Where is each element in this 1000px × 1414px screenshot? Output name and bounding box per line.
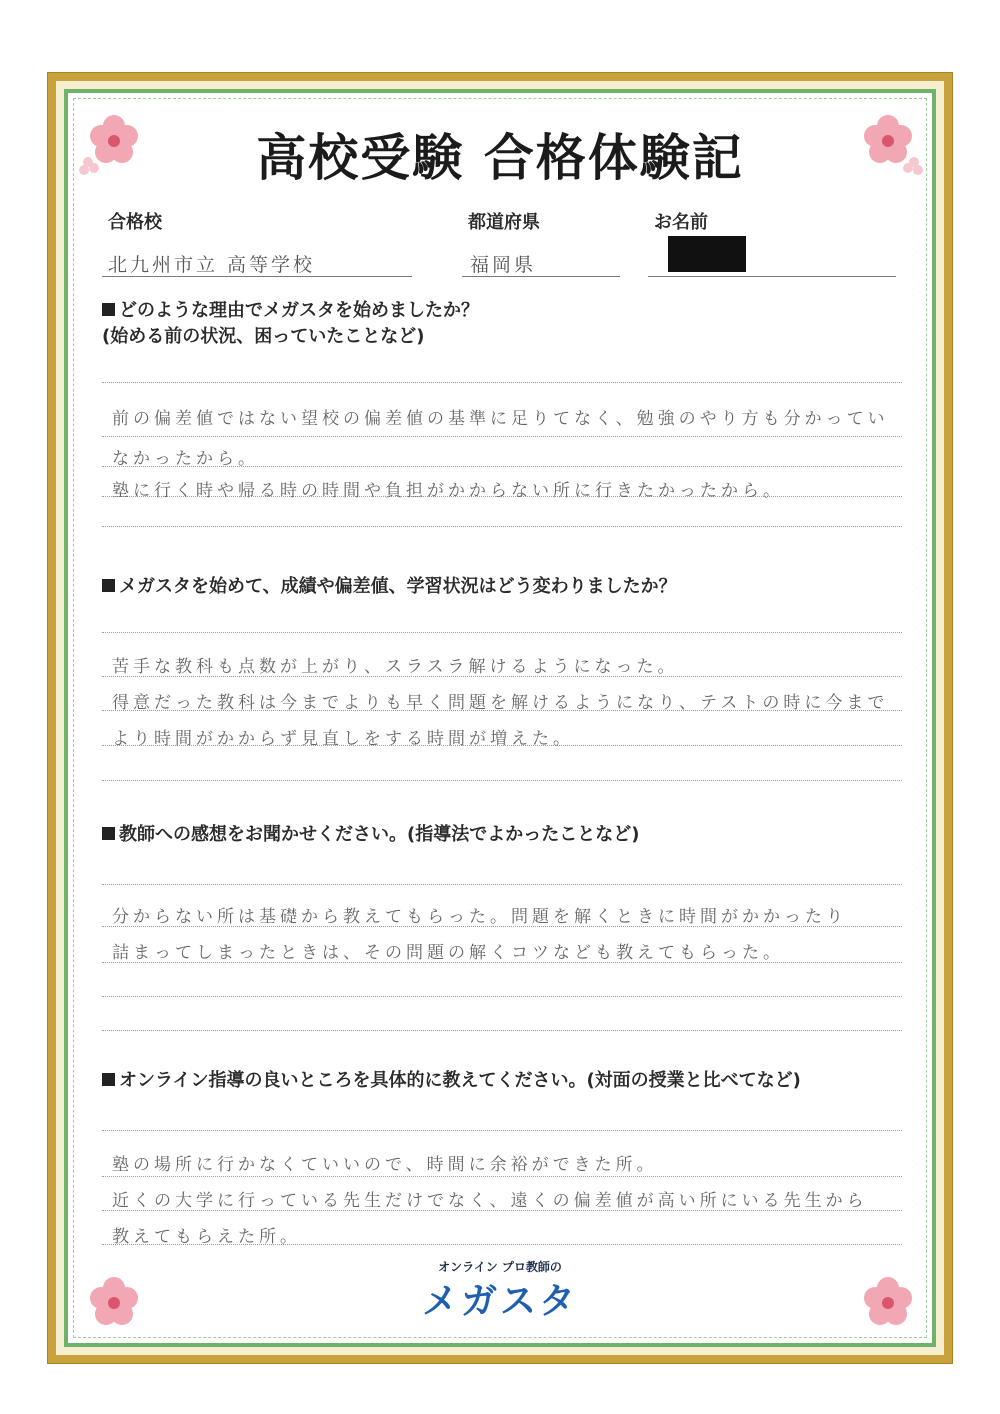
square-bullet-icon: [102, 1073, 115, 1086]
prefecture-underline: [462, 276, 620, 277]
answer-line: [102, 632, 902, 633]
answer-line: [102, 1176, 902, 1177]
school-label: 合格校: [108, 212, 162, 233]
answer-2-line-2: 得意だった教科は今までよりも早く問題を解けるようになり、テストの時に今まで: [112, 693, 889, 713]
question-1-subtext: (始める前の状況、困っていたことなど): [102, 326, 425, 347]
megasta-logo: メガスタ: [421, 1281, 578, 1322]
square-bullet-icon: [102, 303, 115, 316]
page-title: 高校受験 合格体験記: [256, 128, 744, 187]
answer-4-line-2: 近くの大学に行っている先生だけでなく、遠くの偏差値が高い所にいる先生から: [112, 1191, 868, 1211]
answer-line: [102, 1130, 902, 1131]
school-value: 北九州市立 高等学校: [108, 254, 316, 276]
answer-line: [102, 436, 902, 437]
question-2: メガスタを始めて、成績や偏差値、学習状況はどう変わりましたか？: [102, 574, 677, 600]
square-bullet-icon: [102, 827, 115, 840]
answer-2-line-1: 苦手な教科も点数が上がり、スラスラ解けるようになった。: [112, 657, 679, 677]
answer-4-line-3: 教えてもらえた所。: [112, 1227, 301, 1247]
prefecture-value: 福岡県: [470, 254, 537, 276]
answer-line: [102, 382, 902, 383]
prefecture-label: 都道府県: [468, 212, 540, 233]
question-1: どのような理由でメガスタを始めましたか？: [102, 298, 479, 324]
logo-tagline: オンライン プロ教師の: [438, 1260, 562, 1274]
school-underline: [102, 276, 412, 277]
name-label: お名前: [654, 212, 708, 233]
answer-line: [102, 996, 902, 997]
redacted-name: [668, 236, 746, 272]
answer-2-line-3: より時間がかからず見直しをする時間が増えた。: [112, 729, 574, 749]
question-4: オンライン指導の良いところを具体的に教えてください。(対面の授業と比べてなど): [102, 1068, 801, 1094]
answer-line: [102, 1030, 902, 1031]
answer-3-line-1: 分からない所は基礎から教えてもらった。問題を解くときに時間がかかったり: [112, 907, 847, 927]
answer-line: [102, 526, 902, 527]
answer-4-line-1: 塾の場所に行かなくていいので、時間に余裕ができた所。: [112, 1155, 658, 1175]
answer-1-line-2: なかったから。: [112, 449, 259, 469]
square-bullet-icon: [102, 579, 115, 592]
answer-1-line-3: 塾に行く時や帰る時の時間や負担がかからない所に行きたかったから。: [112, 481, 784, 501]
answer-line: [102, 780, 902, 781]
answer-3-line-2: 詰まってしまったときは、その問題の解くコツなども教えてもらった。: [112, 943, 784, 963]
answer-1-line-1: 前の偏差値ではない望校の偏差値の基準に足りてなく、勉強のやり方も分かってい: [112, 409, 889, 429]
name-underline: [648, 276, 896, 277]
answer-line: [102, 884, 902, 885]
question-3: 教師への感想をお聞かせください。(指導法でよかったことなど): [102, 822, 639, 848]
